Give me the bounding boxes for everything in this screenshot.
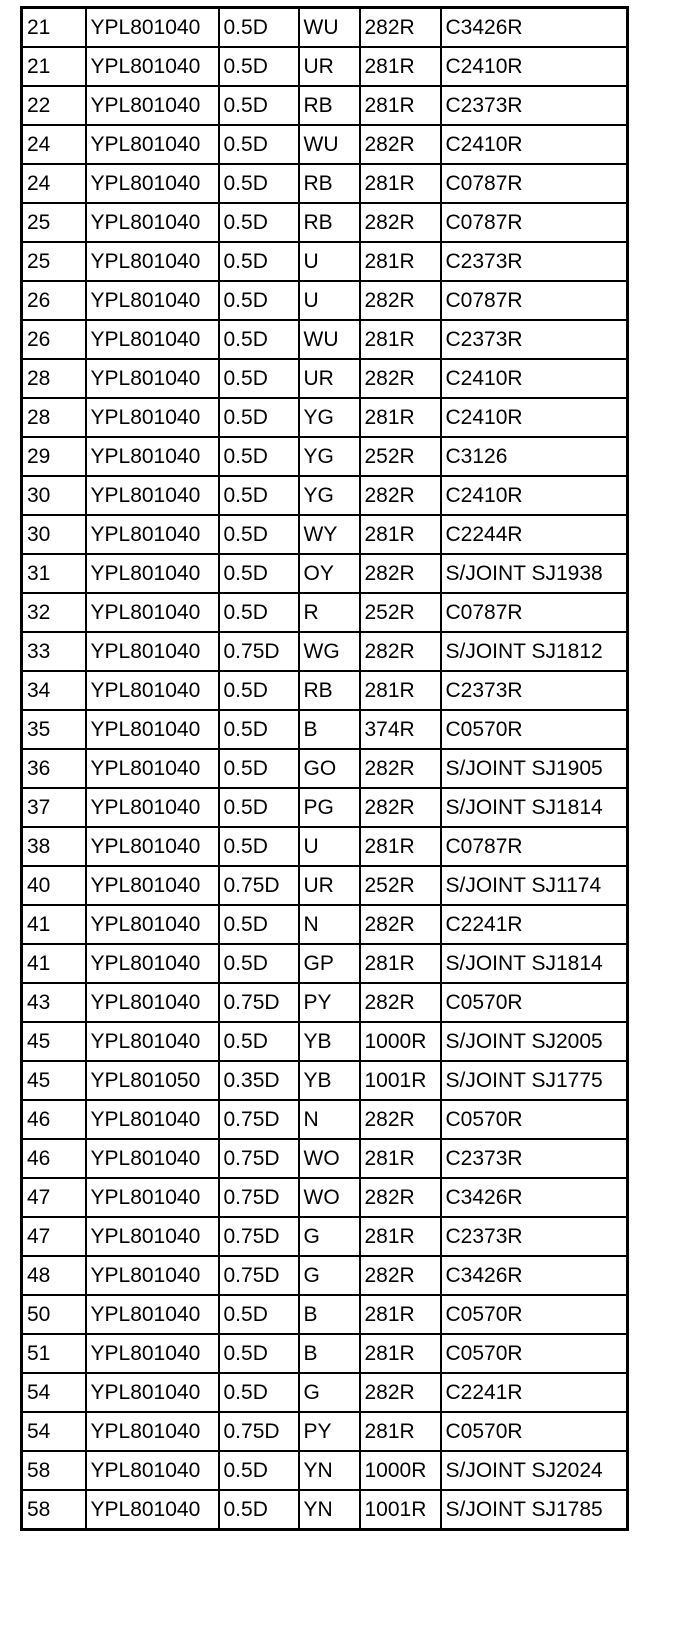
table-row: [22, 359, 628, 398]
cell-wire-color: B: [299, 710, 360, 749]
cell-part-number: YPL801040: [86, 437, 219, 476]
cell-part-number: YPL801040: [86, 125, 219, 164]
cell-pin: 36: [22, 749, 86, 788]
cell-pin: 33: [22, 632, 86, 671]
table-row: [22, 8, 628, 48]
cell-circuit: 282R: [360, 554, 441, 593]
cell-wire-size: 0.5D: [219, 281, 299, 320]
cell-wire-size: 0.5D: [219, 125, 299, 164]
cell-circuit: 281R: [360, 86, 441, 125]
cell-destination: C0570R: [441, 983, 628, 1022]
cell-pin: 46: [22, 1100, 86, 1139]
cell-pin: 28: [22, 359, 86, 398]
table-row: [22, 242, 628, 281]
cell-wire-color: WY: [299, 515, 360, 554]
table-row: [22, 827, 628, 866]
cell-destination: S/JOINT SJ1174: [441, 866, 628, 905]
cell-wire-size: 0.5D: [219, 8, 299, 48]
cell-wire-size: 0.75D: [219, 1178, 299, 1217]
cell-part-number: YPL801040: [86, 8, 219, 48]
table-row: [22, 554, 628, 593]
cell-wire-size: 0.5D: [219, 827, 299, 866]
table-row: [22, 788, 628, 827]
cell-wire-size: 0.5D: [219, 515, 299, 554]
cell-circuit: 282R: [360, 359, 441, 398]
cell-pin: 41: [22, 905, 86, 944]
cell-part-number: YPL801040: [86, 203, 219, 242]
table-row: [22, 1100, 628, 1139]
table-row: [22, 1178, 628, 1217]
cell-destination: C3426R: [441, 8, 628, 48]
cell-pin: 21: [22, 8, 86, 48]
cell-destination: C0570R: [441, 1412, 628, 1451]
cell-wire-size: 0.75D: [219, 632, 299, 671]
cell-circuit: 281R: [360, 1412, 441, 1451]
cell-part-number: YPL801040: [86, 1139, 219, 1178]
cell-wire-color: N: [299, 1100, 360, 1139]
table-row: [22, 1334, 628, 1373]
cell-circuit: 282R: [360, 905, 441, 944]
table-row: [22, 47, 628, 86]
cell-circuit: 281R: [360, 827, 441, 866]
cell-circuit: 281R: [360, 398, 441, 437]
cell-part-number: YPL801040: [86, 164, 219, 203]
cell-circuit: 281R: [360, 47, 441, 86]
table-row: [22, 476, 628, 515]
cell-part-number: YPL801040: [86, 671, 219, 710]
cell-pin: 48: [22, 1256, 86, 1295]
cell-wire-color: YN: [299, 1451, 360, 1490]
table-row: [22, 515, 628, 554]
cell-wire-size: 0.5D: [219, 203, 299, 242]
cell-wire-color: RB: [299, 203, 360, 242]
table-row: [22, 86, 628, 125]
cell-pin: 29: [22, 437, 86, 476]
table-row: [22, 593, 628, 632]
cell-wire-size: 0.5D: [219, 476, 299, 515]
cell-circuit: 282R: [360, 788, 441, 827]
cell-part-number: YPL801040: [86, 242, 219, 281]
table-row: [22, 164, 628, 203]
table-row: [22, 125, 628, 164]
cell-part-number: YPL801040: [86, 1412, 219, 1451]
cell-wire-size: 0.5D: [219, 593, 299, 632]
cell-pin: 26: [22, 281, 86, 320]
cell-wire-color: YG: [299, 476, 360, 515]
cell-wire-size: 0.75D: [219, 866, 299, 905]
cell-part-number: YPL801040: [86, 1217, 219, 1256]
cell-destination: C0787R: [441, 593, 628, 632]
cell-part-number: YPL801040: [86, 710, 219, 749]
cell-part-number: YPL801040: [86, 1022, 219, 1061]
table-row: [22, 710, 628, 749]
cell-pin: 24: [22, 125, 86, 164]
cell-circuit: 282R: [360, 1178, 441, 1217]
cell-wire-color: U: [299, 242, 360, 281]
cell-pin: 54: [22, 1412, 86, 1451]
cell-wire-size: 0.5D: [219, 944, 299, 983]
cell-circuit: 252R: [360, 437, 441, 476]
cell-circuit: 282R: [360, 1256, 441, 1295]
cell-wire-color: RB: [299, 671, 360, 710]
cell-circuit: 281R: [360, 1139, 441, 1178]
cell-wire-color: RB: [299, 86, 360, 125]
table-row: [22, 1139, 628, 1178]
table-row: [22, 1373, 628, 1412]
table-row: [22, 1295, 628, 1334]
cell-pin: 26: [22, 320, 86, 359]
cell-part-number: YPL801040: [86, 554, 219, 593]
cell-destination: C0570R: [441, 1334, 628, 1373]
table-row: [22, 944, 628, 983]
cell-circuit: 282R: [360, 1373, 441, 1412]
cell-part-number: YPL801040: [86, 281, 219, 320]
cell-circuit: 282R: [360, 203, 441, 242]
table-row: [22, 437, 628, 476]
cell-wire-color: YN: [299, 1490, 360, 1530]
cell-pin: 30: [22, 476, 86, 515]
cell-circuit: 281R: [360, 1217, 441, 1256]
cell-wire-size: 0.35D: [219, 1061, 299, 1100]
cell-part-number: YPL801040: [86, 1256, 219, 1295]
cell-wire-size: 0.5D: [219, 671, 299, 710]
cell-pin: 34: [22, 671, 86, 710]
cell-wire-size: 0.5D: [219, 242, 299, 281]
cell-destination: C2373R: [441, 1139, 628, 1178]
cell-part-number: YPL801040: [86, 47, 219, 86]
cell-destination: C2241R: [441, 1373, 628, 1412]
cell-part-number: YPL801040: [86, 1451, 219, 1490]
cell-wire-size: 0.5D: [219, 86, 299, 125]
cell-circuit: 281R: [360, 1295, 441, 1334]
cell-circuit: 281R: [360, 320, 441, 359]
cell-destination: C2410R: [441, 359, 628, 398]
cell-pin: 28: [22, 398, 86, 437]
cell-part-number: YPL801040: [86, 320, 219, 359]
cell-circuit: 281R: [360, 671, 441, 710]
cell-wire-size: 0.5D: [219, 1334, 299, 1373]
cell-wire-size: 0.5D: [219, 1022, 299, 1061]
cell-wire-size: 0.5D: [219, 1490, 299, 1530]
cell-circuit: 252R: [360, 866, 441, 905]
cell-wire-color: WO: [299, 1178, 360, 1217]
cell-destination: C2410R: [441, 125, 628, 164]
cell-wire-size: 0.5D: [219, 1295, 299, 1334]
wiring-table: [20, 6, 629, 1531]
cell-pin: 58: [22, 1451, 86, 1490]
cell-circuit: 282R: [360, 8, 441, 48]
cell-pin: 40: [22, 866, 86, 905]
cell-part-number: YPL801040: [86, 788, 219, 827]
cell-circuit: 281R: [360, 242, 441, 281]
cell-wire-size: 0.5D: [219, 437, 299, 476]
cell-wire-color: WO: [299, 1139, 360, 1178]
table-row: [22, 1022, 628, 1061]
cell-circuit: 1000R: [360, 1451, 441, 1490]
cell-part-number: YPL801040: [86, 593, 219, 632]
cell-wire-size: 0.75D: [219, 1412, 299, 1451]
cell-pin: 54: [22, 1373, 86, 1412]
cell-wire-color: G: [299, 1256, 360, 1295]
cell-destination: S/JOINT SJ1905: [441, 749, 628, 788]
table-row: [22, 1217, 628, 1256]
cell-wire-color: GO: [299, 749, 360, 788]
cell-part-number: YPL801040: [86, 86, 219, 125]
cell-destination: C0787R: [441, 281, 628, 320]
cell-wire-size: 0.5D: [219, 1373, 299, 1412]
cell-pin: 51: [22, 1334, 86, 1373]
cell-destination: C2244R: [441, 515, 628, 554]
cell-circuit: 282R: [360, 632, 441, 671]
cell-pin: 35: [22, 710, 86, 749]
cell-pin: 47: [22, 1178, 86, 1217]
table-row: [22, 1451, 628, 1490]
cell-wire-size: 0.75D: [219, 1100, 299, 1139]
cell-pin: 22: [22, 86, 86, 125]
cell-wire-color: G: [299, 1373, 360, 1412]
cell-pin: 46: [22, 1139, 86, 1178]
cell-destination: C3426R: [441, 1178, 628, 1217]
cell-pin: 21: [22, 47, 86, 86]
cell-part-number: YPL801050: [86, 1061, 219, 1100]
cell-part-number: YPL801040: [86, 359, 219, 398]
wiring-table-body: [22, 8, 628, 1530]
cell-wire-size: 0.5D: [219, 788, 299, 827]
cell-wire-color: RB: [299, 164, 360, 203]
cell-wire-color: U: [299, 827, 360, 866]
cell-part-number: YPL801040: [86, 1100, 219, 1139]
cell-wire-color: YG: [299, 398, 360, 437]
cell-wire-color: B: [299, 1295, 360, 1334]
cell-circuit: 282R: [360, 281, 441, 320]
cell-circuit: 282R: [360, 749, 441, 788]
cell-circuit: 1001R: [360, 1490, 441, 1530]
cell-part-number: YPL801040: [86, 749, 219, 788]
cell-destination: C3126: [441, 437, 628, 476]
cell-wire-color: WU: [299, 320, 360, 359]
cell-wire-color: R: [299, 593, 360, 632]
table-row: [22, 671, 628, 710]
cell-circuit: 1001R: [360, 1061, 441, 1100]
cell-part-number: YPL801040: [86, 515, 219, 554]
cell-destination: C2410R: [441, 476, 628, 515]
cell-pin: 30: [22, 515, 86, 554]
cell-destination: S/JOINT SJ1812: [441, 632, 628, 671]
cell-wire-size: 0.5D: [219, 164, 299, 203]
cell-wire-size: 0.5D: [219, 1451, 299, 1490]
cell-circuit: 1000R: [360, 1022, 441, 1061]
cell-wire-size: 0.75D: [219, 983, 299, 1022]
cell-pin: 45: [22, 1061, 86, 1100]
cell-wire-size: 0.5D: [219, 398, 299, 437]
cell-destination: S/JOINT SJ2005: [441, 1022, 628, 1061]
cell-pin: 41: [22, 944, 86, 983]
cell-circuit: 282R: [360, 1100, 441, 1139]
table-row: [22, 983, 628, 1022]
cell-pin: 43: [22, 983, 86, 1022]
cell-pin: 37: [22, 788, 86, 827]
cell-wire-size: 0.75D: [219, 1217, 299, 1256]
cell-wire-size: 0.5D: [219, 47, 299, 86]
cell-destination: C2410R: [441, 398, 628, 437]
cell-destination: S/JOINT SJ1938: [441, 554, 628, 593]
table-row: [22, 1061, 628, 1100]
cell-circuit: 374R: [360, 710, 441, 749]
cell-wire-color: PY: [299, 983, 360, 1022]
table-row: [22, 1256, 628, 1295]
table-row: [22, 866, 628, 905]
cell-destination: S/JOINT SJ1775: [441, 1061, 628, 1100]
cell-circuit: 281R: [360, 164, 441, 203]
cell-destination: C2373R: [441, 671, 628, 710]
cell-part-number: YPL801040: [86, 905, 219, 944]
cell-wire-color: GP: [299, 944, 360, 983]
cell-part-number: YPL801040: [86, 632, 219, 671]
cell-circuit: 282R: [360, 125, 441, 164]
table-row: [22, 1490, 628, 1530]
cell-wire-size: 0.5D: [219, 554, 299, 593]
cell-destination: C2373R: [441, 320, 628, 359]
cell-destination: C2373R: [441, 242, 628, 281]
table-row: [22, 632, 628, 671]
cell-pin: 31: [22, 554, 86, 593]
cell-destination: S/JOINT SJ2024: [441, 1451, 628, 1490]
cell-destination: S/JOINT SJ1814: [441, 944, 628, 983]
cell-destination: S/JOINT SJ1785: [441, 1490, 628, 1530]
cell-pin: 25: [22, 242, 86, 281]
cell-circuit: 282R: [360, 476, 441, 515]
cell-pin: 24: [22, 164, 86, 203]
cell-part-number: YPL801040: [86, 866, 219, 905]
cell-wire-color: G: [299, 1217, 360, 1256]
cell-part-number: YPL801040: [86, 1178, 219, 1217]
cell-wire-color: YG: [299, 437, 360, 476]
cell-destination: C0787R: [441, 827, 628, 866]
cell-destination: C0570R: [441, 710, 628, 749]
cell-destination: C0787R: [441, 203, 628, 242]
cell-destination: C0570R: [441, 1295, 628, 1334]
cell-destination: C2410R: [441, 47, 628, 86]
cell-pin: 50: [22, 1295, 86, 1334]
cell-circuit: 281R: [360, 1334, 441, 1373]
table-row: [22, 1412, 628, 1451]
cell-pin: 25: [22, 203, 86, 242]
cell-wire-color: WU: [299, 8, 360, 48]
cell-pin: 47: [22, 1217, 86, 1256]
cell-pin: 32: [22, 593, 86, 632]
cell-circuit: 252R: [360, 593, 441, 632]
cell-part-number: YPL801040: [86, 476, 219, 515]
cell-circuit: 281R: [360, 515, 441, 554]
cell-part-number: YPL801040: [86, 944, 219, 983]
cell-destination: C3426R: [441, 1256, 628, 1295]
cell-wire-color: WG: [299, 632, 360, 671]
table-row: [22, 281, 628, 320]
cell-part-number: YPL801040: [86, 1295, 219, 1334]
cell-wire-color: N: [299, 905, 360, 944]
cell-wire-size: 0.5D: [219, 320, 299, 359]
cell-wire-color: PG: [299, 788, 360, 827]
cell-wire-size: 0.5D: [219, 749, 299, 788]
cell-pin: 58: [22, 1490, 86, 1530]
table-row: [22, 905, 628, 944]
cell-part-number: YPL801040: [86, 1373, 219, 1412]
cell-wire-color: UR: [299, 866, 360, 905]
cell-part-number: YPL801040: [86, 1334, 219, 1373]
cell-wire-size: 0.5D: [219, 359, 299, 398]
cell-wire-color: B: [299, 1334, 360, 1373]
cell-part-number: YPL801040: [86, 827, 219, 866]
cell-destination: C2241R: [441, 905, 628, 944]
cell-wire-color: YB: [299, 1022, 360, 1061]
cell-destination: S/JOINT SJ1814: [441, 788, 628, 827]
table-row: [22, 203, 628, 242]
table-row: [22, 398, 628, 437]
cell-pin: 45: [22, 1022, 86, 1061]
cell-wire-color: UR: [299, 359, 360, 398]
cell-wire-size: 0.75D: [219, 1256, 299, 1295]
cell-destination: C0570R: [441, 1100, 628, 1139]
cell-circuit: 281R: [360, 944, 441, 983]
table-row: [22, 320, 628, 359]
cell-destination: C2373R: [441, 1217, 628, 1256]
cell-circuit: 282R: [360, 983, 441, 1022]
cell-wire-color: U: [299, 281, 360, 320]
cell-wire-color: WU: [299, 125, 360, 164]
cell-wire-color: PY: [299, 1412, 360, 1451]
cell-wire-size: 0.5D: [219, 710, 299, 749]
cell-pin: 38: [22, 827, 86, 866]
table-row: [22, 749, 628, 788]
cell-wire-color: OY: [299, 554, 360, 593]
cell-wire-size: 0.5D: [219, 905, 299, 944]
cell-wire-color: UR: [299, 47, 360, 86]
cell-part-number: YPL801040: [86, 398, 219, 437]
cell-wire-size: 0.75D: [219, 1139, 299, 1178]
cell-destination: C0787R: [441, 164, 628, 203]
cell-destination: C2373R: [441, 86, 628, 125]
cell-part-number: YPL801040: [86, 1490, 219, 1530]
cell-wire-color: YB: [299, 1061, 360, 1100]
cell-part-number: YPL801040: [86, 983, 219, 1022]
